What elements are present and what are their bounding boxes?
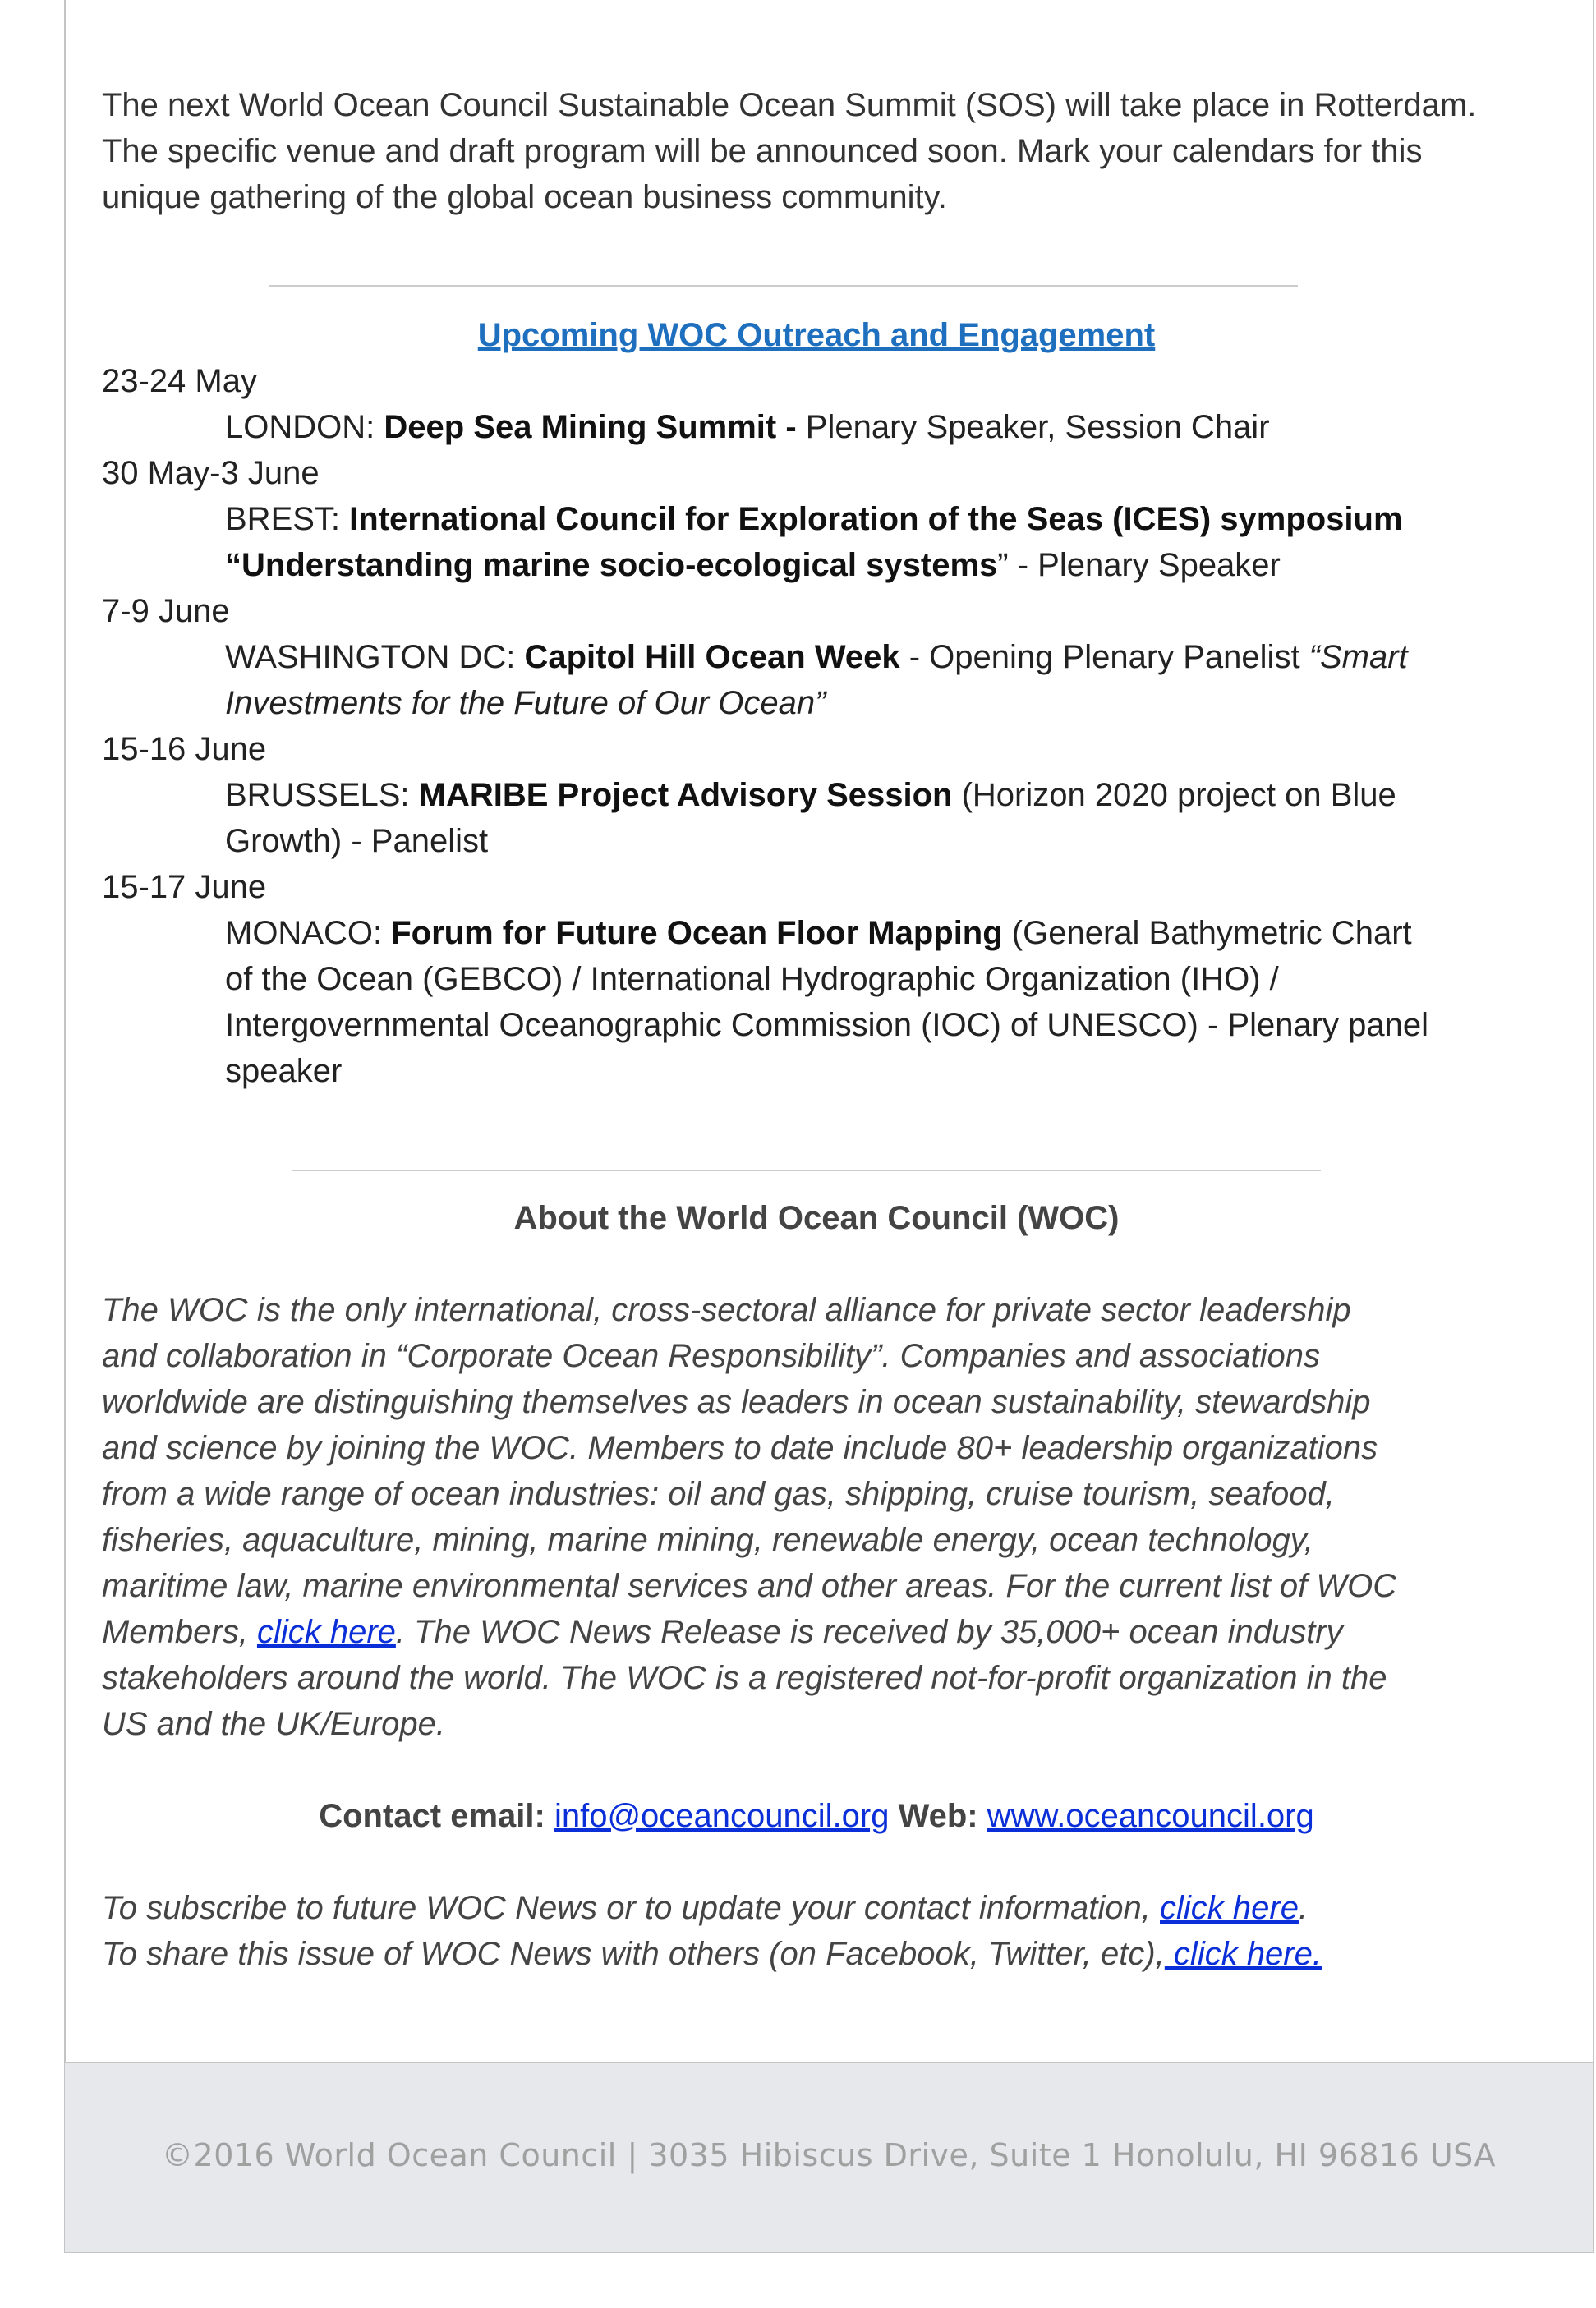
outreach-title-wrap bbox=[102, 312, 1531, 358]
event-detail-line-4: speaker bbox=[225, 1053, 343, 1089]
share-text: To share this issue of WOC News with others (on Facebook, Twitter, etc), bbox=[102, 1936, 1165, 1972]
event-city: BREST: bbox=[225, 501, 350, 537]
event-date: 30 May-3 June bbox=[102, 455, 320, 491]
event-role: ” - Plenary Speaker bbox=[997, 547, 1281, 583]
subscribe-block bbox=[102, 1885, 1531, 1977]
event-entry bbox=[102, 496, 1531, 588]
subscribe-end: . bbox=[1298, 1890, 1309, 1926]
about-line: maritime law, marine environmental services and other areas. For the current list of WOC bbox=[102, 1568, 1397, 1604]
about-line: fisheries, aquaculture, mining, marine mining, renewable energy, ocean technology, bbox=[102, 1522, 1313, 1558]
outreach-section bbox=[102, 312, 1531, 1094]
about-paragraph bbox=[102, 1287, 1531, 1747]
event-name: Deep Sea Mining Summit - bbox=[384, 409, 797, 445]
about-line: US and the UK/Europe. bbox=[102, 1706, 446, 1742]
event-role: - Panelist bbox=[342, 823, 489, 859]
intro-line-2: The specific venue and draft program will be announced soon. Mark your calendars for this bbox=[102, 133, 1423, 169]
about-line: and collaboration in “Corporate Ocean Responsibility”. Companies and associations bbox=[102, 1338, 1321, 1374]
event-entry bbox=[102, 910, 1531, 1094]
subscribe-text: To subscribe to future WOC News or to update your contact information, bbox=[102, 1890, 1161, 1926]
about-line: from a wide range of ocean industries: oil and gas, shipping, cruise tourism, seafood, bbox=[102, 1476, 1335, 1512]
event-topic-cont: Investments for the Future of Our Ocean” bbox=[225, 685, 826, 721]
contact-web-link[interactable]: www.oceancouncil.org bbox=[987, 1798, 1314, 1834]
about-section bbox=[102, 1195, 1531, 1977]
members-suffix: . The WOC News Release is received by 35,000+ ocean industry bbox=[395, 1614, 1343, 1650]
event-name-cont: “Understanding marine socio-ecological systems bbox=[225, 547, 998, 583]
contact-line bbox=[102, 1793, 1531, 1839]
event-role: - Opening Plenary Panelist bbox=[899, 639, 1309, 675]
members-prefix: Members, bbox=[102, 1614, 257, 1650]
event-name: Forum for Future Ocean Floor Mapping bbox=[391, 915, 1003, 951]
event-date: 7-9 June bbox=[102, 593, 230, 629]
event-city: BRUSSELS: bbox=[225, 777, 419, 813]
event-role: Plenary Speaker, Session Chair bbox=[796, 409, 1270, 445]
event-entry bbox=[102, 404, 1531, 450]
event-date: 15-17 June bbox=[102, 869, 267, 905]
event-detail: (Horizon 2020 project on Blue bbox=[952, 777, 1396, 813]
event-name: International Council for Exploration of the Seas (ICES) symposium bbox=[349, 501, 1403, 537]
footer bbox=[65, 2062, 1593, 2252]
event-city: MONACO: bbox=[225, 915, 392, 951]
event-entry bbox=[102, 634, 1531, 726]
members-click-here-link[interactable]: click here bbox=[256, 1614, 396, 1650]
intro-paragraph bbox=[102, 82, 1531, 220]
event-topic: “Smart bbox=[1309, 639, 1408, 675]
event-name: Capitol Hill Ocean Week bbox=[524, 639, 900, 675]
intro-line-1: The next World Ocean Council Sustainable Ocean Summit (SOS) will take place in Rotterdam. bbox=[102, 87, 1477, 123]
event-city: WASHINGTON DC: bbox=[225, 639, 525, 675]
event-detail-cont: Growth) bbox=[225, 823, 343, 859]
about-line: worldwide are distinguishing themselves as leaders in ocean sustainability, stewardship bbox=[102, 1384, 1371, 1420]
event-name: MARIBE Project Advisory Session bbox=[418, 777, 953, 813]
subscribe-click-here-link[interactable]: click here bbox=[1160, 1890, 1299, 1926]
event-date: 23-24 May bbox=[102, 363, 257, 399]
intro-line-3: unique gathering of the global ocean business community. bbox=[102, 179, 947, 215]
event-date: 15-16 June bbox=[102, 731, 267, 767]
about-line: stakeholders around the world. The WOC is a registered not-for-profit organization in the bbox=[102, 1660, 1387, 1696]
divider-1 bbox=[269, 285, 1298, 287]
divider-2 bbox=[292, 1170, 1321, 1171]
about-line: The WOC is the only international, cross-sectoral alliance for private sector leadership bbox=[102, 1292, 1351, 1328]
event-entry bbox=[102, 772, 1531, 864]
about-title: About the World Ocean Council (WOC) bbox=[513, 1200, 1120, 1236]
event-detail-line-3: Intergovernmental Oceanographic Commission (IOC) of UNESCO) - Plenary panel bbox=[225, 1007, 1429, 1043]
event-city: LONDON: bbox=[225, 409, 384, 445]
outreach-title-link[interactable]: Upcoming WOC Outreach and Engagement bbox=[477, 317, 1156, 353]
event-detail-line-2: of the Ocean (GEBCO) / International Hydrographic Organization (IHO) / bbox=[225, 961, 1279, 997]
contact-web-label: Web: bbox=[889, 1798, 987, 1834]
footer-text: ©2016 World Ocean Council | 3035 Hibiscus Drive, Suite 1 Honolulu, HI 96816 USA bbox=[162, 2137, 1496, 2173]
newsletter-content bbox=[102, 82, 1531, 220]
about-line: and science by joining the WOC. Members to date include 80+ leadership organizations bbox=[102, 1430, 1378, 1466]
event-detail: (General Bathymetric Chart bbox=[1002, 915, 1412, 951]
share-click-here-link[interactable]: click here. bbox=[1164, 1936, 1322, 1972]
contact-email-link[interactable]: info@oceancouncil.org bbox=[554, 1798, 890, 1834]
contact-email-label: Contact email: bbox=[319, 1798, 554, 1834]
